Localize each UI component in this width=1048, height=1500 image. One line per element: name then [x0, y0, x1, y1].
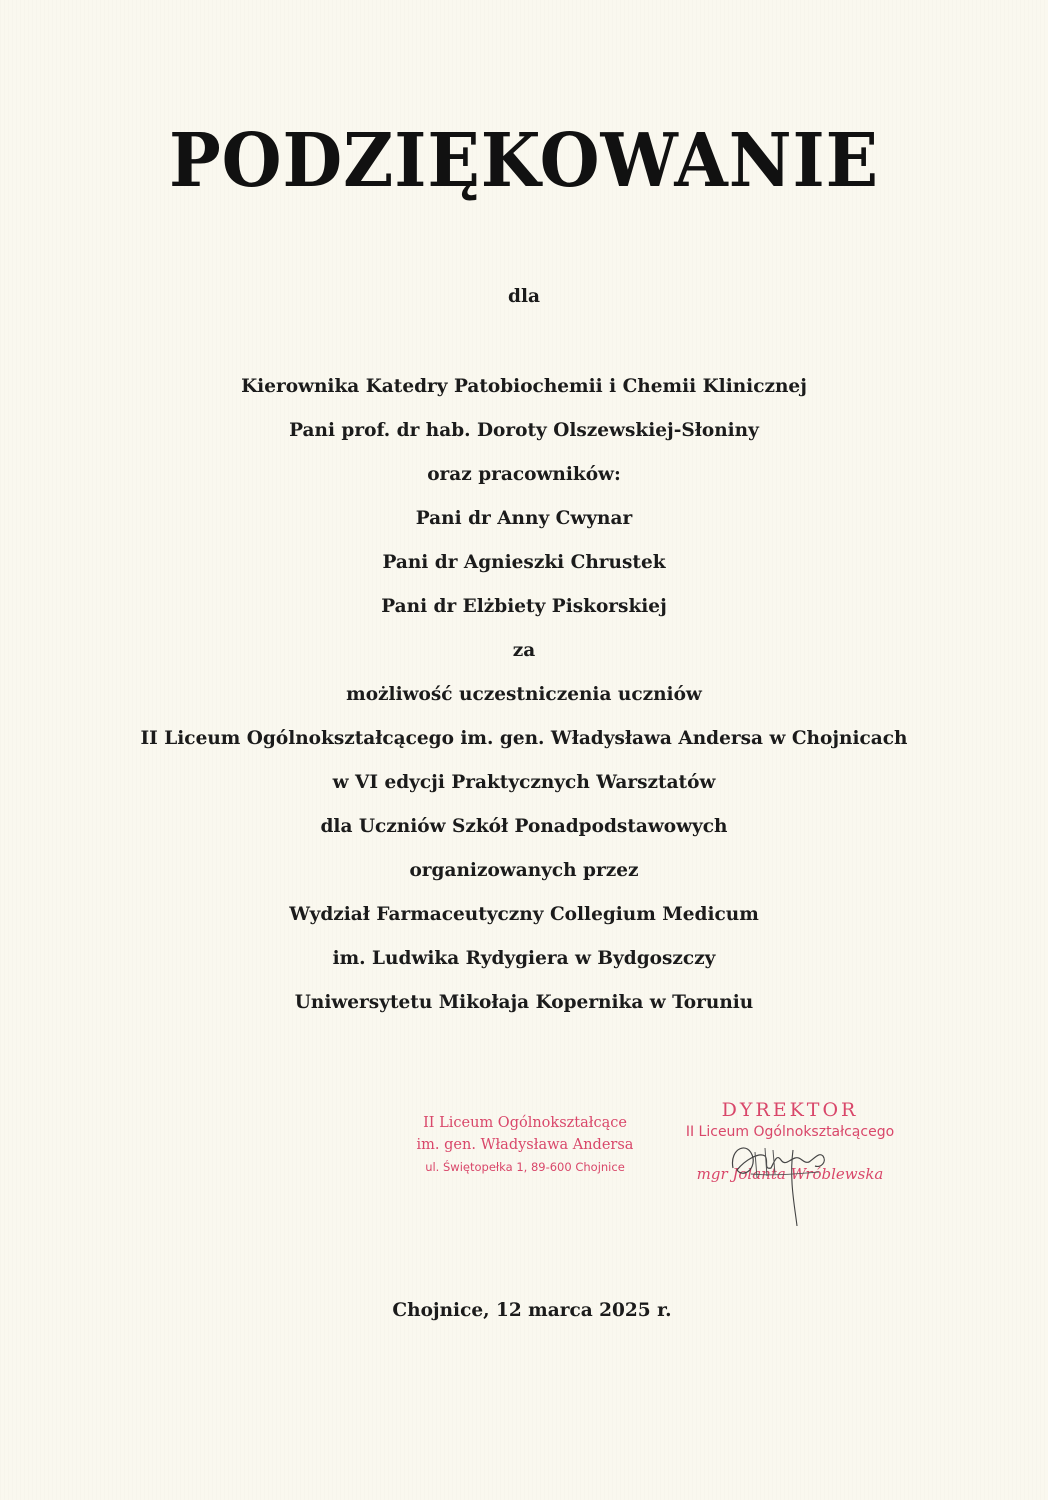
text-line-employees: oraz pracowników:	[427, 464, 621, 485]
text-line-person-1: Pani dr Anny Cwynar	[415, 508, 633, 529]
text-line-university: Uniwersytetu Mikołaja Kopernika w Toruniu	[294, 992, 754, 1013]
director-stamp-title: DYREKTOR	[721, 1099, 859, 1121]
director-stamp-name: mgr Jolanta Wróblewska	[696, 1165, 884, 1183]
school-stamp-line2: im. gen. Władysława Andersa	[416, 1137, 634, 1153]
text-line-edition: w VI edycji Praktycznych Warsztatów	[332, 772, 716, 793]
text-line-students: dla Uczniów Szkół Ponadpodstawowych	[320, 816, 728, 837]
signature-icon	[715, 1130, 845, 1230]
text-line-dla: dla	[508, 286, 540, 307]
text-line-opportunity: możliwość uczestniczenia uczniów	[346, 684, 702, 705]
text-line-professor: Pani prof. dr hab. Doroty Olszewskiej-Słoniny	[289, 420, 759, 441]
text-line-organized-by: organizowanych przez	[409, 860, 639, 881]
document-date: Chojnice, 12 marca 2025 r.	[392, 1300, 672, 1321]
school-stamp-line1: II Liceum Ogólnokształcące	[423, 1115, 627, 1131]
document-title: PODZIĘKOWANIE	[168, 118, 880, 204]
school-stamp	[395, 1112, 655, 1178]
text-line-person-3: Pani dr Elżbiety Piskorskiej	[381, 596, 667, 617]
text-line-faculty: Wydział Farmaceutyczny Collegium Medicum	[289, 904, 759, 925]
text-line-person-2: Pani dr Agnieszki Chrustek	[382, 552, 666, 573]
director-stamp-school: II Liceum Ogólnokształcącego	[685, 1124, 895, 1140]
text-line-school: II Liceum Ogólnokształcącego im. gen. Władysława Andersa w Chojnicach	[140, 728, 908, 749]
text-line-department-head: Kierownika Katedry Patobiochemii i Chemii Klinicznej	[241, 376, 807, 397]
text-line-city: im. Ludwika Rydygiera w Bydgoszczy	[332, 948, 716, 969]
school-stamp-address: ul. Świętopełka 1, 89-600 Chojnice	[425, 1160, 625, 1174]
text-line-za: za	[512, 640, 536, 661]
